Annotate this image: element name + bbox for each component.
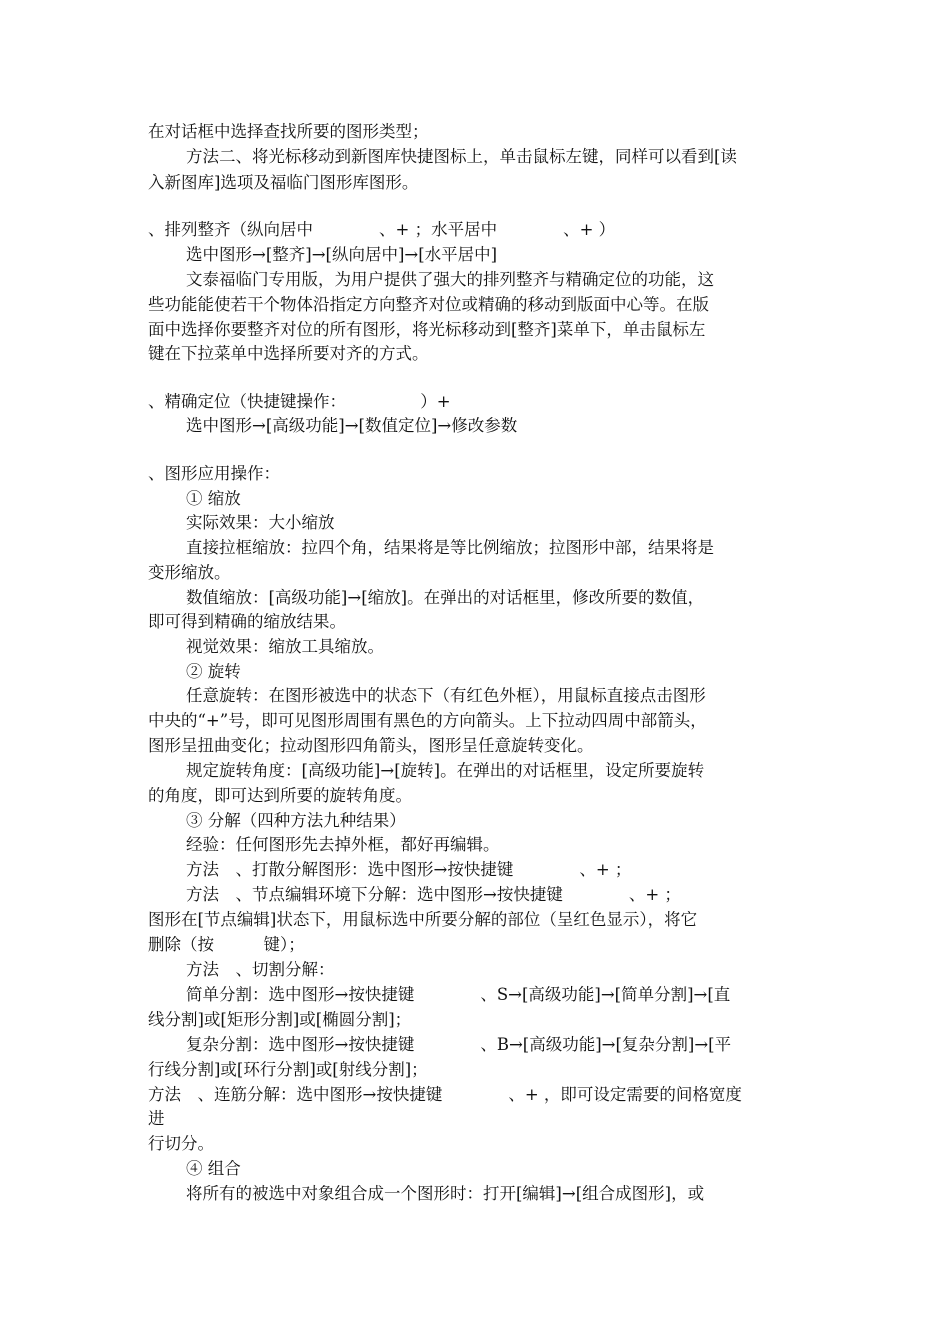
- text-line: 选中图形→[高级功能]→[数值定位]→修改参数: [186, 416, 518, 435]
- text-line: 进: [148, 1109, 165, 1128]
- text-line: 图形在[节点编辑]状态下，用鼠标选中所要分解的部位（呈红色显示），将它: [148, 910, 698, 929]
- text-line: 方法 、节点编辑环境下分解：选中图形→按快捷键 、+ ；: [186, 885, 681, 904]
- subsection-heading: ① 缩放: [186, 489, 241, 508]
- text-line: 规定旋转角度：[高级功能]→[旋转]。在弹出的对话框里，设定所要旋转: [186, 761, 705, 780]
- text-line: 图形呈扭曲变化；拉动图形四角箭头，图形呈任意旋转变化。: [148, 736, 594, 755]
- text-line: 删除（按 键）；: [148, 935, 305, 954]
- text-line: 方法二、将光标移动到新图库快捷图标上，单击鼠标左键，同样可以看到[读: [186, 147, 737, 166]
- text-line: 面中选择你要整齐对位的所有图形，将光标移动到[整齐]菜单下，单击鼠标左: [148, 320, 706, 339]
- text-line: 经验：任何图形先去掉外框，都好再编辑。: [186, 835, 500, 854]
- subsection-heading: ③ 分解（四种方法九种结果）: [186, 811, 406, 830]
- text-line: 即可得到精确的缩放结果。: [148, 612, 346, 631]
- text-line: 方法 、切割分解：: [186, 960, 335, 979]
- text-line: 中央的“+”号，即可见图形周围有黑色的方向箭头。上下拉动四周中部箭头，: [148, 711, 707, 730]
- text-line: 文泰福临门专用版，为用户提供了强大的排列整齐与精确定位的功能，这: [186, 270, 714, 289]
- text-line: 变形缩放。: [148, 563, 231, 582]
- text-line: 的角度，即可达到所要的旋转角度。: [148, 786, 412, 805]
- subsection-heading: ④ 组合: [186, 1159, 241, 1178]
- text-line: 键在下拉菜单中选择所要对齐的方式。: [148, 344, 429, 363]
- text-line: 方法 、连筋分解：选中图形→按快捷键 、+ ，即可设定需要的间格宽度: [148, 1085, 742, 1104]
- text-line: 数值缩放：[高级功能]→[缩放]。在弹出的对话框里，修改所要的数值，: [186, 588, 705, 607]
- text-line: 行线分割]或[环行分割]或[射线分割]；: [148, 1060, 428, 1079]
- text-line: 选中图形→[整齐]→[纵向居中]→[水平居中]: [186, 245, 498, 264]
- text-line: 在对话框中选择查找所要的图形类型；: [148, 122, 429, 141]
- text-line: 视觉效果：缩放工具缩放。: [186, 637, 384, 656]
- text-line: 直接拉框缩放：拉四个角，结果将是等比例缩放；拉图形中部，结果将是: [186, 538, 714, 557]
- text-line: 实际效果：大小缩放: [186, 513, 335, 532]
- text-line: 将所有的被选中对象组合成一个图形时：打开[编辑]→[组合成图形]，或: [186, 1184, 705, 1203]
- section-heading: 、图形应用操作：: [148, 464, 280, 483]
- text-line: 线分割]或[矩形分割]或[椭圆分割]；: [148, 1010, 412, 1029]
- text-line: 简单分割：选中图形→按快捷键 、S→[高级功能]→[简单分割]→[直: [186, 985, 731, 1004]
- section-heading: 、精确定位（快捷键操作： ）+: [148, 392, 451, 411]
- text-line: 行切分。: [148, 1134, 214, 1153]
- subsection-heading: ② 旋转: [186, 662, 241, 681]
- text-line: 入新图库]选项及福临门图形库图形。: [148, 173, 419, 192]
- text-line: 复杂分割：选中图形→按快捷键 、B→[高级功能]→[复杂分割]→[平: [186, 1035, 732, 1054]
- text-line: 任意旋转：在图形被选中的状态下（有红色外框），用鼠标直接点击图形: [186, 686, 706, 705]
- text-line: 方法 、打散分解图形：选中图形→按快捷键 、+ ；: [186, 860, 632, 879]
- section-heading: 、排列整齐（纵向居中 、+ ；水平居中 、+ ）: [148, 220, 616, 239]
- text-line: 些功能能使若干个物体沿指定方向整齐对位或精确的移动到版面中心等。在版: [148, 295, 709, 314]
